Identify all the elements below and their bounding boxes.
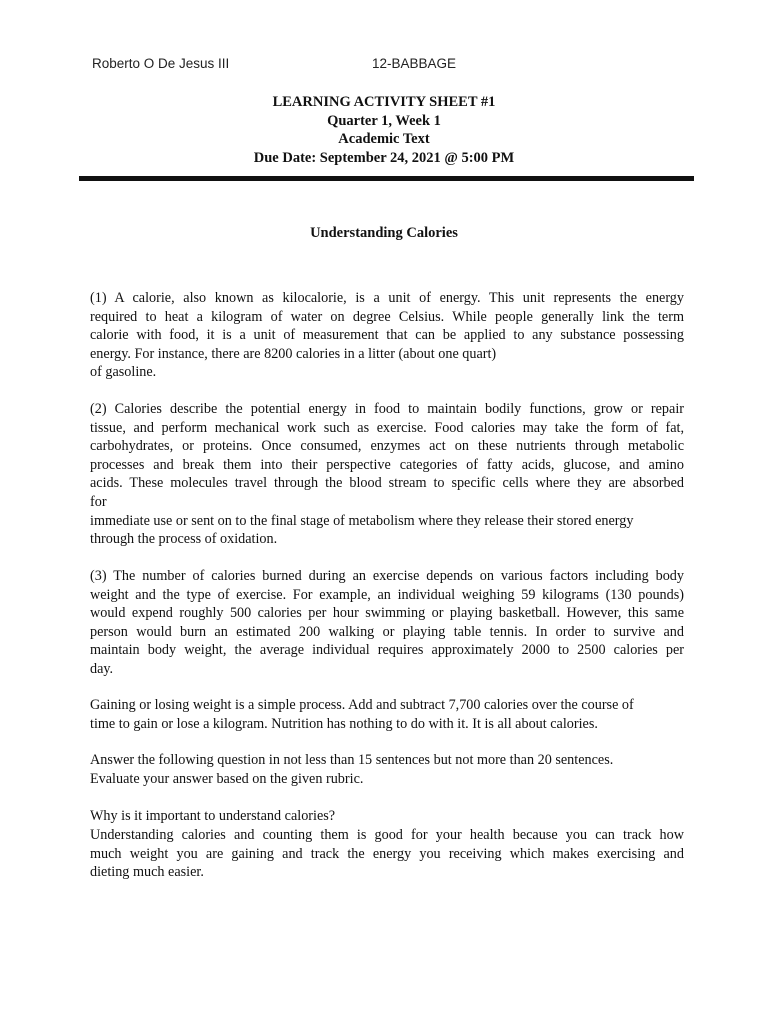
paragraph-line: calorie with food, it is a unit of measurement that can be applied to any substance possessing [90, 327, 684, 344]
text-type: Academic Text [338, 131, 430, 148]
paragraph-line: person would burn an estimated 200 walking or playing table tennis. In order to survive and [90, 623, 684, 640]
answer-line: dieting much easier. [90, 864, 204, 881]
paragraph-line: carbohydrates, or proteins. Once consumed, enzymes act on these nutrients through metabolic [90, 438, 684, 455]
instruction-line: Answer the following question in not less than 15 sentences but not more than 20 sentences. [90, 752, 614, 768]
paragraph-3 [90, 567, 684, 679]
paragraph-line: acids. These molecules travel through the blood stream to specific cells where they are absorbed [90, 475, 684, 492]
paragraph-line: (1) A calorie, also known as kilocalorie, is a unit of energy. This unit represents the energy [90, 290, 684, 306]
paragraph-line: of gasoline. [90, 364, 157, 381]
question-text: Why is it important to understand calories? [90, 808, 336, 824]
quarter-week: Quarter 1, Week 1 [327, 112, 441, 129]
answer [90, 826, 684, 882]
paragraph-line: through the process of oxidation. [90, 531, 278, 548]
section-name: 12-BABBAGE [372, 56, 457, 71]
student-name: Roberto O De Jesus III [92, 56, 230, 71]
paragraph-line: would expend roughly 500 calories per hour swimming or playing basketball. However, this same [90, 605, 684, 622]
answer-line: Understanding calories and counting them is good for your health because you can track how [90, 827, 684, 843]
paragraph-line: immediate use or sent on to the final stage of metabolism where they release their stored energy [90, 512, 634, 529]
paragraph-line: processes and break them into their perspective categories of fatty acids, glucose, and amino [90, 456, 684, 473]
paragraph-4 [90, 696, 684, 733]
instructions [90, 751, 684, 788]
paragraph-line: for [90, 493, 107, 510]
instruction-line: Evaluate your answer based on the given rubric. [90, 770, 364, 787]
answer-line: much weight you are gaining and track the energy you receiving which makes exercising and [90, 845, 684, 862]
paragraph-line: required to heat a kilogram of water on degree Celsius. While people generally link the term [90, 308, 684, 325]
paragraph-line: Gaining or losing weight is a simple process. Add and subtract 7,700 calories over the course of [90, 697, 634, 713]
paragraph-2 [90, 400, 684, 549]
title-divider [79, 176, 694, 181]
paragraph-line: (3) The number of calories burned during an exercise depends on various factors including body [90, 568, 684, 584]
paragraph-line: day. [90, 660, 114, 677]
sheet-title: LEARNING ACTIVITY SHEET #1 [272, 94, 496, 110]
paragraph-line: tissue, and perform mechanical work such as exercise. Food calories may take the form of fat, [90, 419, 684, 436]
paragraph-1 [90, 289, 684, 382]
due-date: Due Date: September 24, 2021 @ 5:00 PM [253, 150, 515, 167]
question [90, 807, 684, 826]
paragraph-line: maintain body weight, the average individual requires approximately 2000 to 2500 calories per [90, 642, 684, 659]
paragraph-line: time to gain or lose a kilogram. Nutrition has nothing to do with it. It is all about calories. [90, 715, 598, 732]
paragraph-line: energy. For instance, there are 8200 calories in a litter (about one quart) [90, 345, 497, 362]
paragraph-line: weight and the type of exercise. For example, an individual weighing 59 kilograms (130 pounds) [90, 586, 684, 603]
paragraph-line: (2) Calories describe the potential energy in food to maintain bodily functions, grow or repair [90, 401, 684, 417]
section-subtitle: Understanding Calories [310, 225, 458, 241]
title-block [0, 93, 768, 168]
